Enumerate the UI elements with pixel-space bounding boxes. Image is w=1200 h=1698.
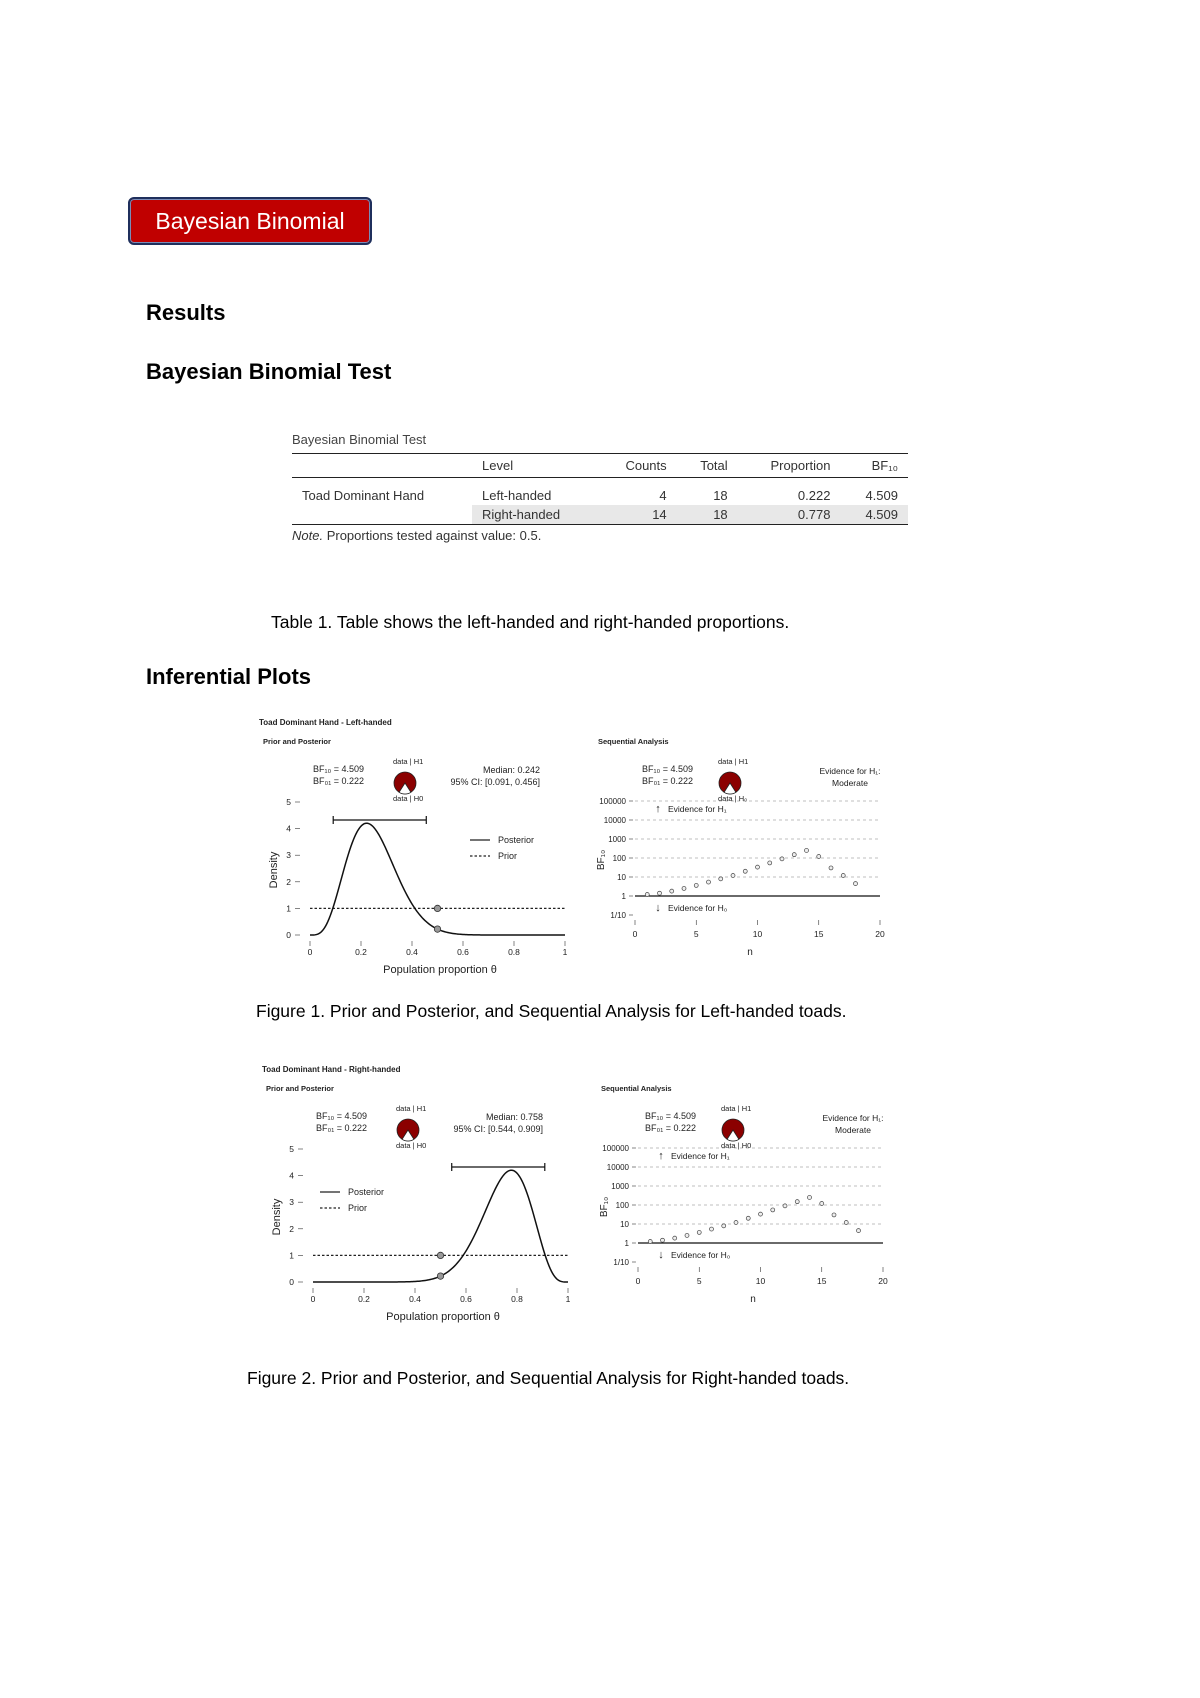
bf01-label: BF₀₁ = 0.222	[316, 1123, 368, 1133]
pizza-label-h1: data | H1	[718, 757, 749, 766]
sequential-panel	[599, 1084, 888, 1305]
data-point	[694, 883, 698, 887]
pizza-label-h1: data | H1	[721, 1104, 752, 1113]
pizza-label-h0: data | H0	[396, 1141, 427, 1150]
data-point	[780, 857, 784, 861]
x-tick-label: 0	[307, 947, 313, 957]
data-point	[768, 861, 772, 865]
data-point	[844, 1220, 848, 1224]
data-point	[746, 1216, 750, 1220]
results-table	[292, 453, 908, 525]
evidence-for-h1-label: Evidence for H₁	[671, 1151, 730, 1161]
banner-title: Bayesian Binomial	[155, 207, 345, 234]
data-point	[658, 891, 662, 895]
data-point	[719, 877, 723, 881]
pizza-label-h0: data | H0	[393, 794, 424, 803]
y-tick-label: 10000	[606, 1163, 629, 1172]
data-point	[792, 853, 796, 857]
evidence-value: Moderate	[832, 778, 868, 788]
figure-title: Toad Dominant Hand - Right-handed	[262, 1065, 401, 1074]
test-heading: Bayesian Binomial Test	[146, 359, 392, 384]
panel-subtitle: Prior and Posterior	[263, 737, 331, 746]
figure1-caption: Figure 1. Prior and Posterior, and Sequential Analysis for Left-handed toads.	[256, 1001, 847, 1021]
figure1	[255, 715, 945, 980]
y-tick-label: 1	[286, 903, 291, 914]
col-header-proportion: Proportion	[770, 458, 831, 473]
y-tick-label: 2	[286, 876, 291, 887]
table-cell: Right-handed	[482, 507, 561, 522]
pizza-label-h0: data | H₀	[718, 794, 748, 803]
x-tick-label: 0.8	[508, 947, 520, 957]
ci-label: 95% CI: [0.091, 0.456]	[450, 777, 540, 787]
data-point	[829, 866, 833, 870]
prior-at-test-value	[437, 1252, 443, 1258]
panel-subtitle: Sequential Analysis	[598, 737, 669, 746]
y-tick-label: 100	[615, 1201, 629, 1210]
table-cell: 4.509	[865, 488, 898, 503]
x-tick-label: 0.4	[409, 1294, 421, 1304]
data-point	[645, 892, 649, 896]
y-tick-label: 1	[621, 892, 626, 901]
table-cell: 4.509	[865, 507, 898, 522]
table-title: Bayesian Binomial Test	[292, 432, 427, 447]
table-note	[292, 528, 912, 543]
x-axis-label: n	[747, 947, 753, 958]
table-note-label: Note.	[292, 528, 324, 543]
y-tick-label: 1/10	[613, 1258, 629, 1267]
data-point	[759, 1212, 763, 1216]
evidence-value: Moderate	[835, 1125, 871, 1135]
posterior-at-test-value	[434, 926, 440, 932]
data-point	[670, 889, 674, 893]
plots-heading: Inferential Plots	[146, 664, 312, 689]
x-tick-label: 1	[565, 1294, 571, 1304]
data-point	[673, 1236, 677, 1240]
prior-posterior-panel	[263, 737, 568, 976]
table-cell: 18	[713, 507, 728, 522]
y-axis-label: BF₁₀	[599, 1196, 610, 1218]
x-tick-label: 0.2	[355, 947, 367, 957]
data-point	[832, 1213, 836, 1217]
y-tick-label: 1	[289, 1250, 294, 1261]
table-caption: Table 1. Table shows the left-handed and right-handed proportions.	[271, 612, 790, 632]
col-header-bf10: BF₁₀	[871, 458, 898, 473]
y-tick-label: 4	[289, 1170, 294, 1181]
y-tick-label: 4	[286, 823, 291, 834]
data-point	[817, 854, 821, 858]
table-cell: 14	[652, 507, 667, 522]
evidence-label: Evidence for H₁:	[819, 766, 881, 776]
bf10-label: BF₁₀ = 4.509	[645, 1111, 697, 1121]
data-point	[661, 1238, 665, 1242]
median-label: Median: 0.758	[485, 1112, 543, 1122]
y-tick-label: 2	[289, 1223, 294, 1234]
evidence-for-h0-label: Evidence for H₀	[668, 903, 728, 913]
x-axis-label: Population proportion θ	[386, 1311, 500, 1323]
data-point	[854, 882, 858, 886]
arrow-down-icon: ↓	[655, 902, 661, 914]
prior-at-test-value	[434, 905, 440, 911]
figure2-caption: Figure 2. Prior and Posterior, and Sequential Analysis for Right-handed toads.	[247, 1368, 850, 1388]
bf01-label: BF₀₁ = 0.222	[645, 1123, 697, 1133]
data-point	[743, 869, 747, 873]
pizza-label-h1: data | H1	[393, 757, 424, 766]
section-banner	[128, 197, 372, 245]
y-tick-label: 100	[612, 854, 626, 863]
data-point	[805, 848, 809, 852]
x-tick-label: 0.6	[460, 1294, 472, 1304]
x-tick-label: 1	[562, 947, 568, 957]
table-note-text: Proportions tested against value: 0.5.	[323, 528, 542, 543]
table-cell: Toad Dominant Hand	[302, 488, 425, 503]
x-tick-label: 20	[875, 929, 885, 939]
data-point	[841, 873, 845, 877]
ci-label: 95% CI: [0.544, 0.909]	[453, 1124, 543, 1134]
x-tick-label: 5	[696, 1276, 702, 1286]
col-header-level: Level	[482, 458, 514, 473]
table-header-row	[292, 454, 908, 478]
table-row	[292, 505, 908, 525]
bf10-label: BF₁₀ = 4.509	[316, 1111, 368, 1121]
x-axis-label: Population proportion θ	[383, 964, 497, 976]
data-point	[731, 873, 735, 877]
bf01-label: BF₀₁ = 0.222	[642, 776, 694, 786]
x-tick-label: 0	[310, 1294, 316, 1304]
x-tick-label: 0	[632, 929, 638, 939]
table-row	[292, 478, 908, 506]
pizza-label-h0: data | H0	[721, 1141, 752, 1150]
sequential-panel	[596, 737, 885, 958]
x-tick-label: 0.8	[511, 1294, 523, 1304]
arrow-down-icon: ↓	[658, 1249, 664, 1261]
data-point	[771, 1208, 775, 1212]
table-cell: 18	[713, 488, 728, 503]
panel-subtitle: Sequential Analysis	[601, 1084, 672, 1093]
data-point	[783, 1204, 787, 1208]
arrow-up-icon: ↑	[658, 1150, 664, 1162]
x-tick-label: 0	[635, 1276, 641, 1286]
y-tick-label: 3	[286, 850, 291, 861]
evidence-for-h0-label: Evidence for H₀	[671, 1250, 731, 1260]
y-tick-label: 5	[286, 797, 291, 807]
data-point	[756, 865, 760, 869]
data-point	[707, 880, 711, 884]
y-tick-label: 5	[289, 1144, 294, 1154]
col-header	[292, 454, 472, 478]
y-axis-label: Density	[268, 851, 280, 889]
results-table-block	[292, 432, 912, 543]
x-tick-label: 5	[693, 929, 699, 939]
y-tick-label: 1/10	[610, 911, 626, 920]
y-tick-label: 0	[286, 930, 291, 940]
bf01-label: BF₀₁ = 0.222	[313, 776, 365, 786]
pizza-label-h1: data | H1	[396, 1104, 427, 1113]
data-point	[795, 1200, 799, 1204]
panel-subtitle: Prior and Posterior	[266, 1084, 334, 1093]
col-header-total: Total	[700, 458, 728, 473]
posterior-at-test-value	[437, 1273, 443, 1279]
evidence-label: Evidence for H₁:	[822, 1113, 884, 1123]
bf10-label: BF₁₀ = 4.509	[642, 764, 694, 774]
data-point	[734, 1220, 738, 1224]
data-point	[682, 886, 686, 890]
table-cell	[292, 505, 472, 525]
median-label: Median: 0.242	[482, 765, 540, 775]
data-point	[697, 1230, 701, 1234]
x-tick-label: 0.2	[358, 1294, 370, 1304]
x-axis-label: n	[750, 1294, 756, 1305]
data-point	[685, 1233, 689, 1237]
legend-prior-label: Prior	[498, 851, 518, 861]
data-point	[722, 1224, 726, 1228]
table-cell: Left-handed	[482, 488, 552, 503]
data-point	[648, 1239, 652, 1243]
table-cell: 0.778	[797, 507, 831, 522]
x-tick-label: 15	[817, 1276, 827, 1286]
legend-prior-label: Prior	[348, 1203, 368, 1213]
y-tick-label: 10	[620, 1220, 629, 1229]
x-tick-label: 10	[752, 929, 763, 939]
table-cell: 4	[659, 488, 667, 503]
x-tick-label: 0.6	[457, 947, 469, 957]
data-point	[808, 1195, 812, 1199]
x-tick-label: 0.4	[406, 947, 418, 957]
evidence-for-h1-label: Evidence for H₁	[668, 804, 727, 814]
bf10-label: BF₁₀ = 4.509	[313, 764, 365, 774]
figure-title: Toad Dominant Hand - Left-handed	[259, 718, 392, 727]
y-tick-label: 0	[289, 1277, 294, 1287]
data-point	[820, 1201, 824, 1205]
x-tick-label: 10	[755, 1276, 766, 1286]
y-tick-label: 100000	[602, 1144, 629, 1153]
data-point	[857, 1229, 861, 1233]
y-axis-label: Density	[271, 1198, 283, 1236]
legend-posterior-label: Posterior	[498, 835, 535, 845]
x-tick-label: 15	[814, 929, 824, 939]
data-point	[710, 1227, 714, 1231]
y-tick-label: 3	[289, 1197, 294, 1208]
x-tick-label: 20	[878, 1276, 888, 1286]
table-cell: 0.222	[797, 488, 831, 503]
y-axis-label: BF₁₀	[596, 849, 607, 871]
y-tick-label: 10000	[603, 816, 626, 825]
y-tick-label: 1000	[608, 835, 626, 844]
figure2	[258, 1062, 948, 1327]
y-tick-label: 10	[617, 873, 626, 882]
results-heading: Results	[146, 300, 226, 325]
legend-posterior-label: Posterior	[348, 1187, 385, 1197]
arrow-up-icon: ↑	[655, 803, 661, 815]
prior-posterior-panel	[266, 1084, 571, 1323]
y-tick-label: 1	[624, 1239, 629, 1248]
col-header-counts: Counts	[625, 458, 667, 473]
y-tick-label: 100000	[599, 797, 626, 806]
y-tick-label: 1000	[611, 1182, 629, 1191]
